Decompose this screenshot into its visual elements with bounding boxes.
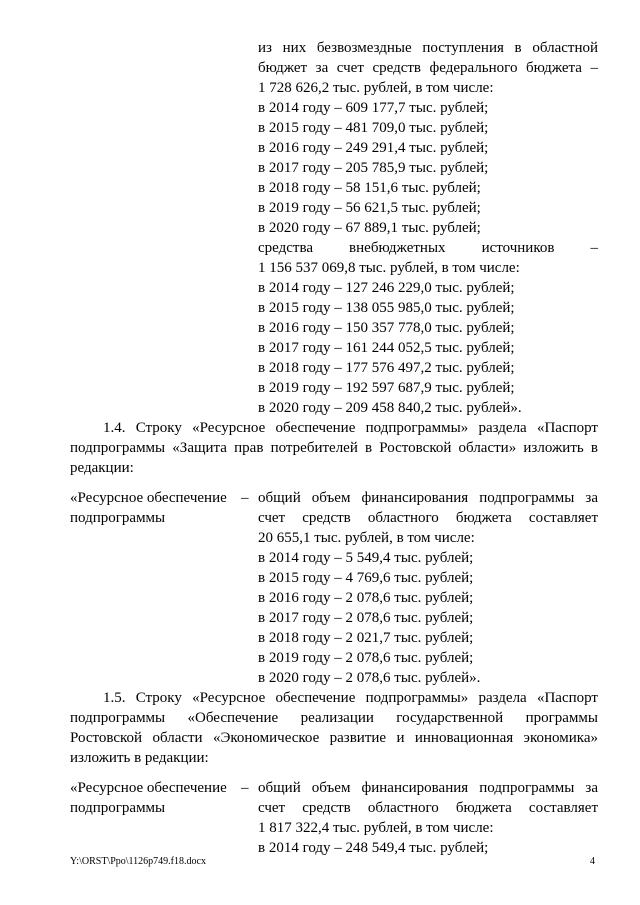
footer-file-path: Y:\ORST\Ppo\1126p749.f18.docx xyxy=(70,856,206,867)
row-dash: – xyxy=(241,780,249,796)
row-label: «Ресурсное обеспечение xyxy=(70,490,227,506)
text-line: в 2018 году – 2 021,7 тыс. рублей; xyxy=(258,630,474,646)
text-line: общий объем финансирования подпрограммы за xyxy=(258,780,598,796)
text-line: в 2018 году – 58 151,6 тыс. рублей; xyxy=(258,180,481,196)
text-line: 1 728 626,2 тыс. рублей, в том числе: xyxy=(258,80,494,96)
row-dash: – xyxy=(241,490,249,506)
text-line: в 2019 году – 192 597 687,9 тыс. рублей; xyxy=(258,380,515,396)
text-line: в 2020 году – 67 889,1 тыс. рублей; xyxy=(258,220,481,236)
footer-page-number: 4 xyxy=(590,856,595,867)
text-line: 1.4. Строку «Ресурсное обеспечение подпрограммы» раздела «Паспорт xyxy=(103,420,598,436)
row-label: «Ресурсное обеспечение xyxy=(70,780,227,796)
text-line: в 2017 году – 2 078,6 тыс. рублей; xyxy=(258,610,474,626)
text-line: в 2014 году – 609 177,7 тыс. рублей; xyxy=(258,100,489,116)
text-line: из них безвозмездные поступления в областной xyxy=(258,40,598,56)
text-line: бюджет за счет средств федерального бюджета – xyxy=(258,60,598,76)
text-line: средства внебюджетных источников – xyxy=(258,240,598,256)
text-line: в 2014 году – 248 549,4 тыс. рублей; xyxy=(258,840,489,856)
text-line: изложить в редакции: xyxy=(70,750,209,766)
text-line: редакции: xyxy=(70,460,134,476)
row-label: подпрограммы xyxy=(70,800,166,816)
text-line: в 2015 году – 4 769,6 тыс. рублей; xyxy=(258,570,474,586)
text-line: подпрограммы «Обеспечение реализации государственной программы xyxy=(70,710,598,726)
text-line: в 2018 году – 177 576 497,2 тыс. рублей; xyxy=(258,360,515,376)
text-line: 20 655,1 тыс. рублей, в том числе: xyxy=(258,530,475,546)
text-line: счет средств областного бюджета составляет xyxy=(258,510,598,526)
text-line: 1 817 322,4 тыс. рублей, в том числе: xyxy=(258,820,494,836)
text-line: в 2016 году – 249 291,4 тыс. рублей; xyxy=(258,140,489,156)
text-line: в 2020 году – 209 458 840,2 тыс. рублей». xyxy=(258,400,522,416)
text-line: в 2015 году – 481 709,0 тыс. рублей; xyxy=(258,120,489,136)
text-line: в 2019 году – 2 078,6 тыс. рублей; xyxy=(258,650,474,666)
text-line: в 2019 году – 56 621,5 тыс. рублей; xyxy=(258,200,481,216)
row-label: подпрограммы xyxy=(70,510,166,526)
text-line: 1.5. Строку «Ресурсное обеспечение подпрограммы» раздела «Паспорт xyxy=(103,690,598,706)
text-line: в 2014 году – 127 246 229,0 тыс. рублей; xyxy=(258,280,515,296)
text-line: общий объем финансирования подпрограммы за xyxy=(258,490,598,506)
text-line: в 2014 году – 5 549,4 тыс. рублей; xyxy=(258,550,474,566)
text-line: подпрограммы «Защита прав потребителей в Ростовской области» изложить в xyxy=(70,440,598,456)
text-line: в 2017 году – 205 785,9 тыс. рублей; xyxy=(258,160,489,176)
text-line: в 2017 году – 161 244 052,5 тыс. рублей; xyxy=(258,340,515,356)
text-line: в 2020 году – 2 078,6 тыс. рублей». xyxy=(258,670,481,686)
text-line: в 2016 году – 2 078,6 тыс. рублей; xyxy=(258,590,474,606)
text-line: 1 156 537 069,8 тыс. рублей, в том числе: xyxy=(258,260,520,276)
text-line: в 2015 году – 138 055 985,0 тыс. рублей; xyxy=(258,300,515,316)
text-line: в 2016 году – 150 357 778,0 тыс. рублей; xyxy=(258,320,515,336)
text-line: Ростовской области «Экономическое развитие и инновационная экономика» xyxy=(70,730,598,746)
text-line: счет средств областного бюджета составляет xyxy=(258,800,598,816)
